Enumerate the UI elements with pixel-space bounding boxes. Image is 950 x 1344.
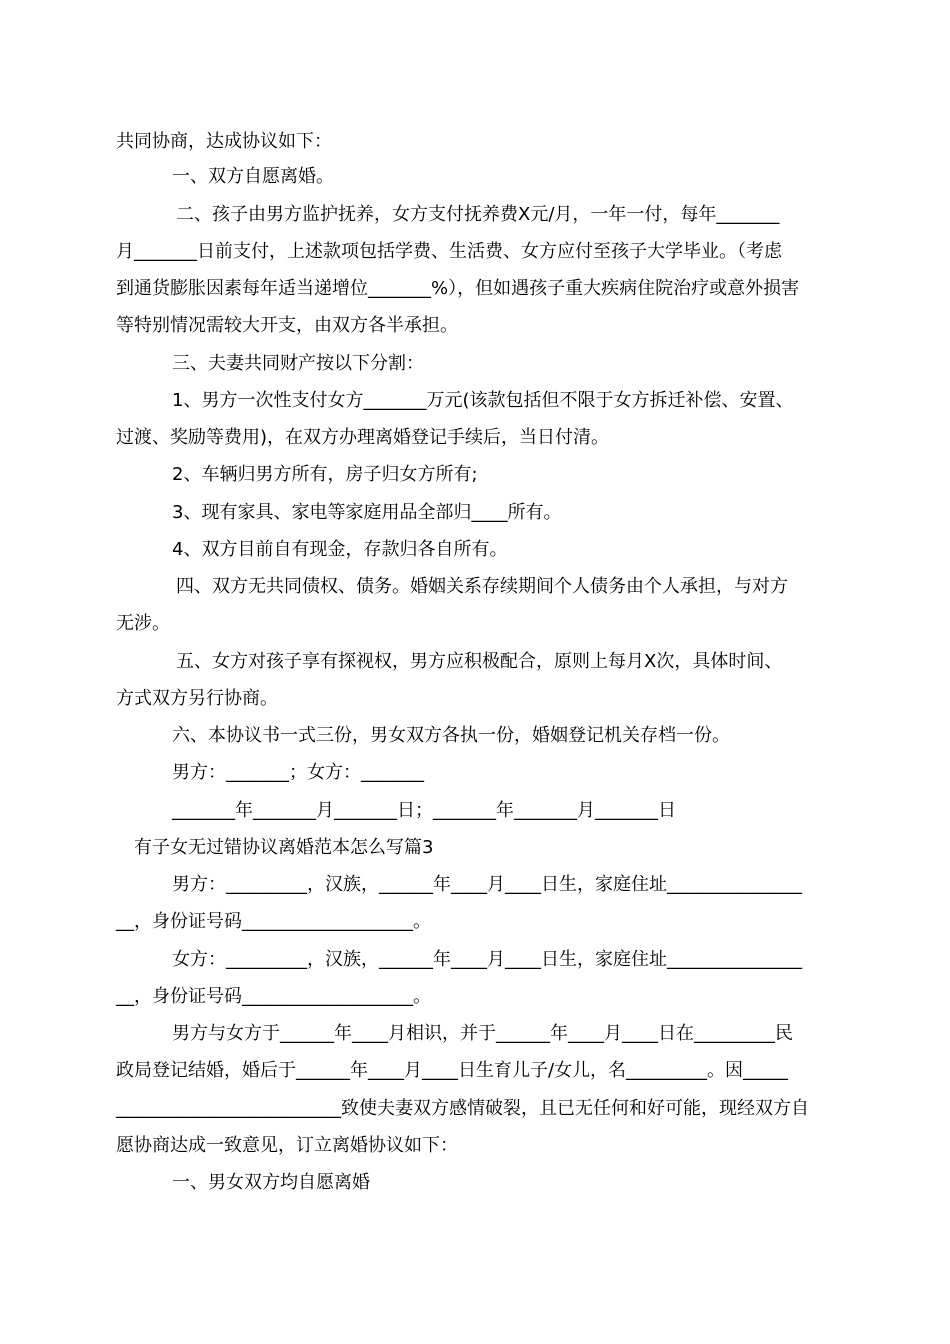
party-info: 男方：_________，汉族，______年____月____日生，家庭住址_______________ bbox=[172, 874, 802, 895]
list-item: 1、男方一次性支付女方_______万元(该款包括但不限于女方拆迁补偿、安置、 bbox=[172, 390, 794, 411]
clause-heading: 三、夫妻共同财产按以下分割： bbox=[172, 353, 424, 374]
clause-heading: 二、孩子由男方监护抚养，女方支付抚养费X元/月，一年一付，每年_______ bbox=[176, 204, 780, 225]
clause-heading: 四、双方无共同债权、债务。婚姻关系存续期间个人债务由个人承担，与对方 bbox=[176, 576, 788, 597]
party-info: 女方：_________，汉族，______年____月____日生，家庭住址_______________ bbox=[172, 949, 802, 970]
text-line: 男方与女方于______年____月相识，并于______年____月____日在_________民 bbox=[172, 1023, 793, 1044]
list-item: 4、双方目前自有现金，存款归各自所有。 bbox=[172, 539, 508, 560]
clause-heading: 五、女方对孩子享有探视权，男方应积极配合，原则上每月X次，具体时间、 bbox=[176, 651, 783, 672]
date-line: _______年_______月_______日；_______年_______月_______日 bbox=[172, 800, 676, 821]
clause-heading: 六、本协议书一式三份，男女双方各执一份，婚姻登记机关存档一份。 bbox=[172, 725, 730, 746]
text-line: __，身份证号码___________________。 bbox=[116, 911, 431, 932]
list-item: 2、车辆归男方所有，房子归女方所有; bbox=[172, 464, 478, 485]
text-line: 政局登记结婚，婚后于______年____月____日生育儿子/女儿，名_________。因_____ bbox=[116, 1060, 789, 1081]
text-line: 共同协商，达成协议如下： bbox=[116, 131, 332, 152]
text-line: 无涉。 bbox=[116, 613, 170, 634]
list-item: 3、现有家具、家电等家庭用品全部归____所有。 bbox=[172, 502, 562, 523]
text-line: 方式双方另行协商。 bbox=[116, 688, 278, 709]
text-line: 月_______日前支付，上述款项包括学费、生活费、女方应付至孩子大学毕业。（考虑 bbox=[116, 241, 782, 262]
signature-line: 男方：_______；女方：_______ bbox=[172, 762, 424, 783]
text-line: 愿协商达成一致意见，订立离婚协议如下： bbox=[116, 1135, 458, 1156]
clause-heading: 一、双方自愿离婚。 bbox=[172, 166, 334, 187]
text-line: 等特别情况需较大开支，由双方各半承担。 bbox=[116, 315, 458, 336]
clause-heading: 一、男女双方均自愿离婚 bbox=[172, 1172, 370, 1193]
text-line: __，身份证号码___________________。 bbox=[116, 986, 431, 1007]
text-line: 到通货膨胀因素每年适当递增位_______%），但如遇孩子重大疾病住院治疗或意外损害 bbox=[116, 278, 800, 299]
text-line: _________________________致使夫妻双方感情破裂，且已无任何和好可能，现经双方自 bbox=[116, 1098, 809, 1119]
section-title: 有子女无过错协议离婚范本怎么写篇3 bbox=[134, 837, 434, 858]
text-line: 过渡、奖励等费用)，在双方办理离婚登记手续后，当日付清。 bbox=[116, 427, 610, 448]
